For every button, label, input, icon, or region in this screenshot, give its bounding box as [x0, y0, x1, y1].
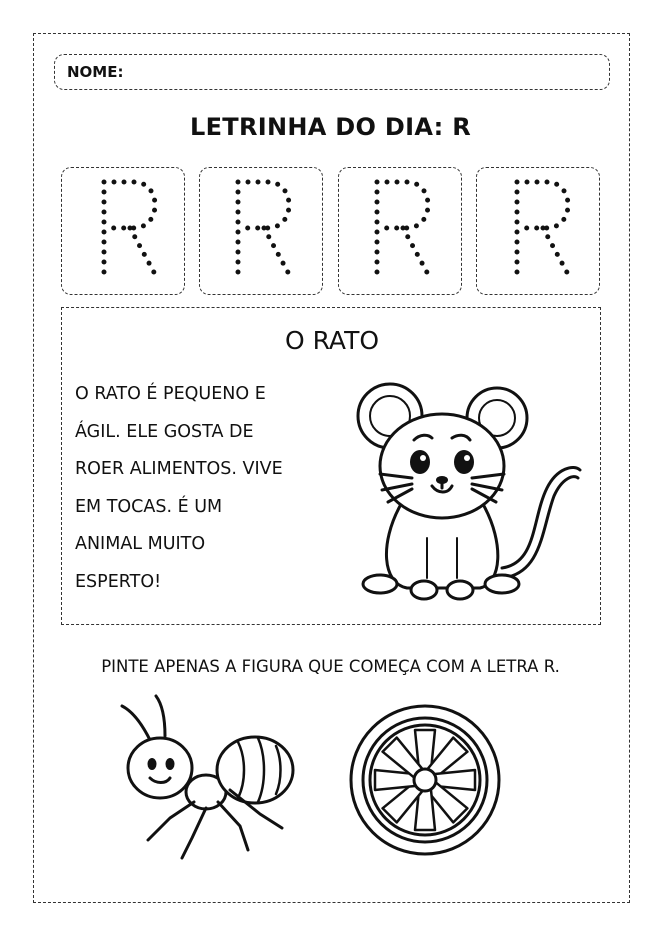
- ant-icon[interactable]: [110, 690, 300, 865]
- story-line: EM TOCAS. É UM: [75, 496, 223, 517]
- story-line: O RATO É PEQUENO E: [75, 384, 266, 404]
- page-title: LETRINHA DO DIA: R: [190, 113, 471, 141]
- story-box: [61, 307, 601, 625]
- instruction-text: PINTE APENAS A FIGURA QUE COMEÇA COM A LETRA R.: [101, 657, 560, 676]
- wheel-icon[interactable]: [345, 700, 505, 860]
- mouse-icon: [352, 378, 592, 603]
- tracing-box-1[interactable]: [61, 167, 185, 295]
- dotted-letter-r-icon: [200, 168, 324, 296]
- story-line: ESPERTO!: [75, 571, 162, 592]
- tracing-box-2[interactable]: [199, 167, 323, 295]
- story-line: ÁGIL. ELE GOSTA DE: [75, 421, 254, 442]
- dotted-letter-r-icon: [62, 168, 186, 296]
- tracing-box-3[interactable]: [338, 167, 462, 295]
- story-text: [75, 376, 350, 601]
- dotted-letter-r-icon: [339, 168, 463, 296]
- name-field[interactable]: [54, 54, 610, 90]
- story-line: ANIMAL MUITO: [75, 534, 206, 554]
- story-title: O RATO: [284, 326, 380, 355]
- tracing-box-4[interactable]: [476, 167, 600, 295]
- dotted-letter-r-icon: [477, 168, 601, 296]
- name-label: NOME:: [67, 63, 124, 81]
- story-line: ROER ALIMENTOS. VIVE: [75, 459, 283, 479]
